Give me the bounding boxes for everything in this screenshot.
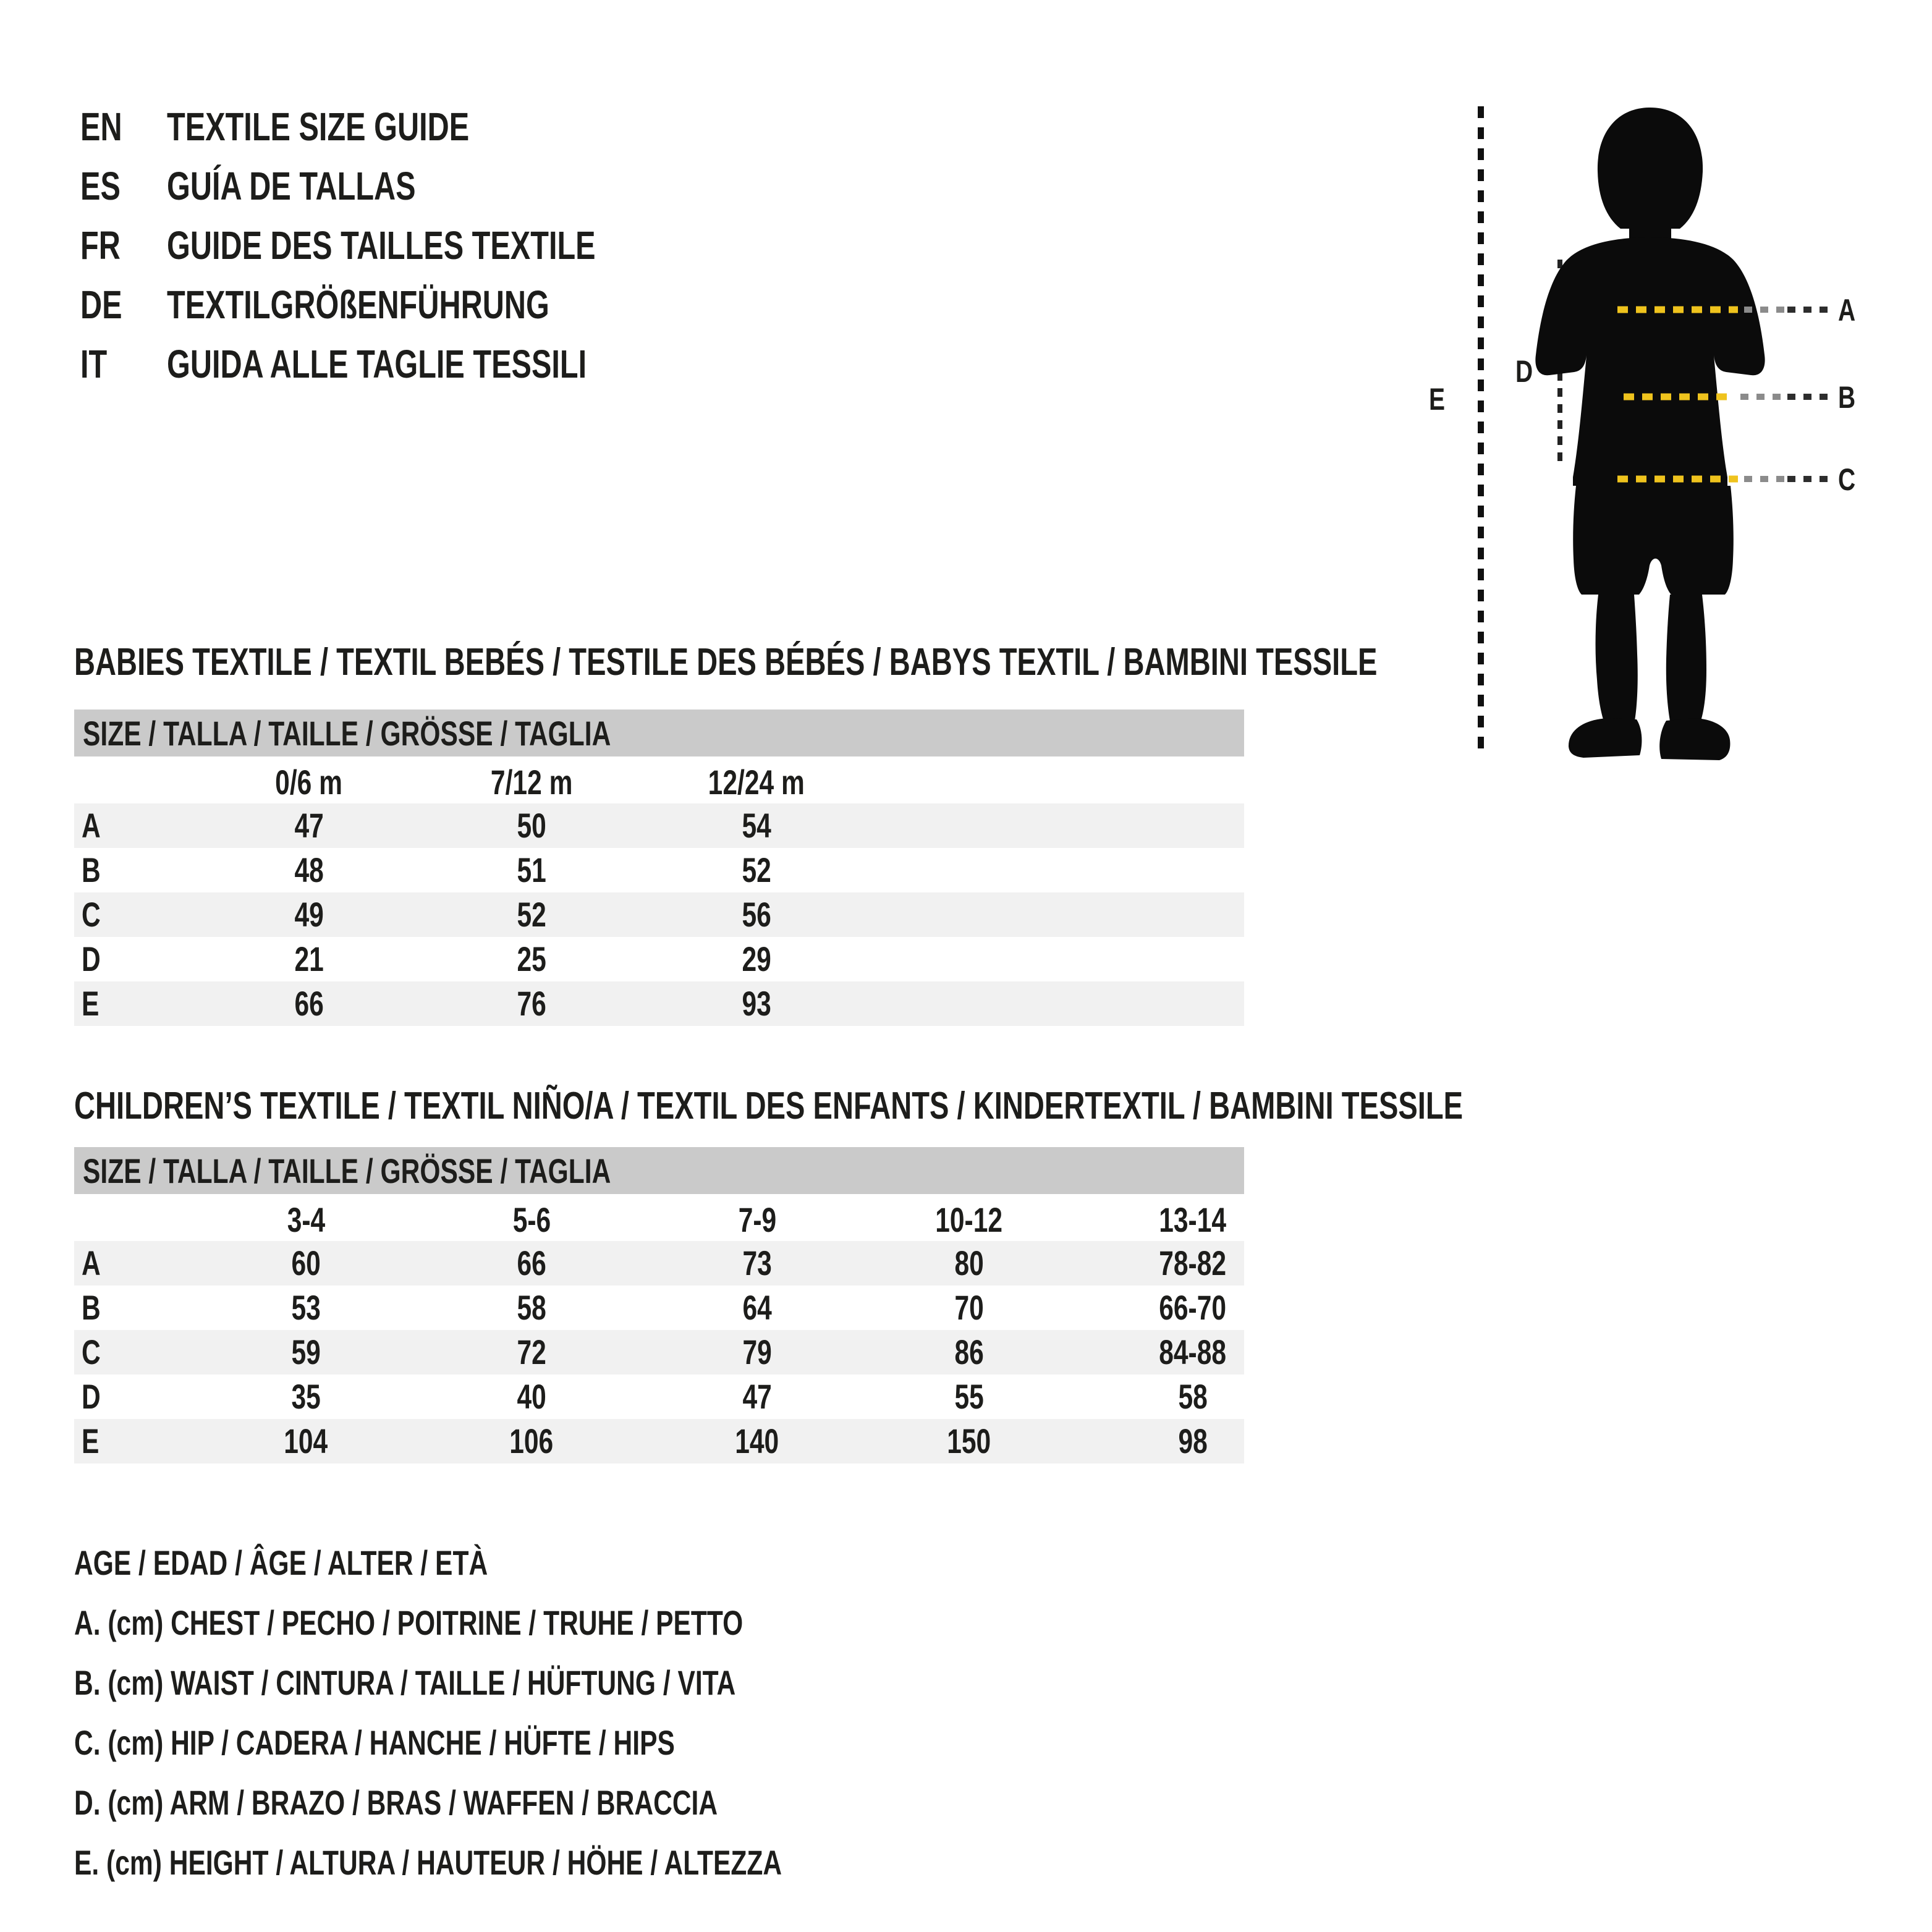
- table-cell: 79: [742, 1332, 772, 1371]
- table-cell: 66-70: [1159, 1288, 1227, 1327]
- row-label: D: [82, 939, 101, 978]
- language-title: TEXTILE SIZE GUIDE: [167, 104, 470, 149]
- table-cell: 66: [294, 984, 324, 1023]
- language-code: DE: [80, 282, 122, 327]
- legend-hip: C. (cm) HIP / CADERA / HANCHE / HÜFTE / HIPS: [74, 1723, 675, 1762]
- table-cell: 64: [742, 1288, 772, 1327]
- table-row: [74, 892, 1244, 937]
- language-title: GUÍA DE TALLAS: [167, 164, 416, 208]
- table-cell: 49: [294, 895, 324, 934]
- babies-section-title: BABIES TEXTILE / TEXTIL BEBÉS / TESTILE DES BÉBÉS / BABYS TEXTIL / BAMBINI TESSILE: [74, 641, 1378, 684]
- children-size-table: [74, 1147, 1244, 1466]
- table-cell: 80: [954, 1244, 984, 1282]
- table-cell: 48: [294, 850, 324, 889]
- table-cell: 29: [742, 939, 771, 978]
- column-header-cell: 3-4: [287, 1200, 325, 1239]
- column-header-cell: 10-12: [935, 1200, 1003, 1239]
- label-c: C: [1838, 462, 1856, 498]
- table-cell: 53: [291, 1288, 321, 1327]
- language-title: GUIDA ALLE TAGLIE TESSILI: [167, 342, 587, 386]
- table-cell: 52: [742, 850, 771, 889]
- table-cell: 25: [517, 939, 546, 978]
- table-cell: 51: [517, 850, 546, 889]
- table-row: [74, 848, 1244, 892]
- row-label: D: [82, 1377, 101, 1416]
- row-label: E: [82, 984, 100, 1023]
- table-cell: 54: [742, 806, 771, 845]
- table-cell: 55: [954, 1377, 984, 1416]
- table-cell: 98: [1178, 1421, 1208, 1460]
- table-cell: 47: [294, 806, 324, 845]
- language-code: FR: [80, 223, 121, 268]
- table-cell: 60: [291, 1244, 321, 1282]
- table-row: [74, 1419, 1244, 1464]
- table-row: [74, 981, 1244, 1026]
- column-header-row: [74, 1199, 1244, 1241]
- table-cell: 84-88: [1159, 1332, 1227, 1371]
- legend-age: AGE / EDAD / ÂGE / ALTER / ETÀ: [74, 1543, 488, 1582]
- row-label: C: [82, 1332, 101, 1371]
- table-row: [74, 803, 1244, 848]
- table-cell: 76: [517, 984, 546, 1023]
- table-cell: 66: [517, 1244, 546, 1282]
- language-title: TEXTILGRÖßENFÜHRUNG: [167, 282, 549, 327]
- children-size-header-bar: SIZE / TALLA / TAILLE / GRÖSSE / TAGLIA: [74, 1147, 1244, 1194]
- table-row: [74, 1330, 1244, 1375]
- table-cell: 78-82: [1159, 1244, 1227, 1282]
- label-b: B: [1838, 379, 1856, 415]
- table-cell: 73: [742, 1244, 772, 1282]
- row-label: A: [82, 806, 101, 845]
- table-cell: 40: [517, 1377, 546, 1416]
- row-label: C: [82, 895, 101, 934]
- column-header-cell: 12/24 m: [708, 763, 805, 802]
- legend-height: E. (cm) HEIGHT / ALTURA / HAUTEUR / HÖHE / ALTEZZA: [74, 1843, 782, 1882]
- table-cell: 21: [294, 939, 324, 978]
- row-label: A: [82, 1244, 101, 1282]
- legend-arm: D. (cm) ARM / BRAZO / BRAS / WAFFEN / BRACCIA: [74, 1783, 718, 1822]
- table-cell: 59: [291, 1332, 321, 1371]
- row-label: B: [82, 1288, 101, 1327]
- language-title: GUIDE DES TAILLES TEXTILE: [167, 223, 596, 268]
- label-e: E: [1429, 381, 1446, 417]
- column-header-cell: 5-6: [512, 1200, 551, 1239]
- table-row: [74, 1286, 1244, 1330]
- column-header-cell: 7-9: [738, 1200, 776, 1239]
- column-header-cell: 0/6 m: [275, 763, 343, 802]
- table-cell: 56: [742, 895, 771, 934]
- row-label: B: [82, 850, 101, 889]
- language-code: EN: [80, 104, 122, 149]
- children-section-title: CHILDREN’S TEXTILE / TEXTIL NIÑO/A / TEXTIL DES ENFANTS / KINDERTEXTIL / BAMBINI TESSILE: [74, 1085, 1464, 1127]
- table-cell: 93: [742, 984, 771, 1023]
- column-header-cell: 13-14: [1159, 1200, 1227, 1239]
- table-cell: 58: [517, 1288, 546, 1327]
- table-cell: 140: [735, 1421, 779, 1460]
- table-cell: 86: [954, 1332, 984, 1371]
- row-label: E: [82, 1421, 100, 1460]
- table-row: [74, 1375, 1244, 1419]
- table-cell: 47: [742, 1377, 772, 1416]
- label-d: D: [1515, 354, 1533, 389]
- child-silhouette-figure: [1391, 74, 1932, 791]
- legend-waist: B. (cm) WAIST / CINTURA / TAILLE / HÜFTUNG / VITA: [74, 1663, 736, 1702]
- table-cell: 72: [517, 1332, 546, 1371]
- table-row: [74, 1241, 1244, 1286]
- table-cell: 50: [517, 806, 546, 845]
- babies-size-table: [74, 710, 1244, 1028]
- table-row: [74, 937, 1244, 981]
- column-header-row: [74, 761, 1244, 803]
- table-cell: 106: [509, 1421, 554, 1460]
- table-cell: 104: [284, 1421, 328, 1460]
- language-code: IT: [80, 342, 108, 386]
- table-cell: 35: [291, 1377, 321, 1416]
- table-cell: 52: [517, 895, 546, 934]
- column-header-cell: 7/12 m: [490, 763, 573, 802]
- label-a: A: [1838, 292, 1856, 328]
- table-cell: 70: [954, 1288, 984, 1327]
- table-cell: 58: [1178, 1377, 1208, 1416]
- legend-chest: A. (cm) CHEST / PECHO / POITRINE / TRUHE / PETTO: [74, 1603, 744, 1642]
- table-cell: 150: [947, 1421, 991, 1460]
- babies-size-header-bar: SIZE / TALLA / TAILLE / GRÖSSE / TAGLIA: [74, 710, 1244, 756]
- language-code: ES: [80, 164, 121, 208]
